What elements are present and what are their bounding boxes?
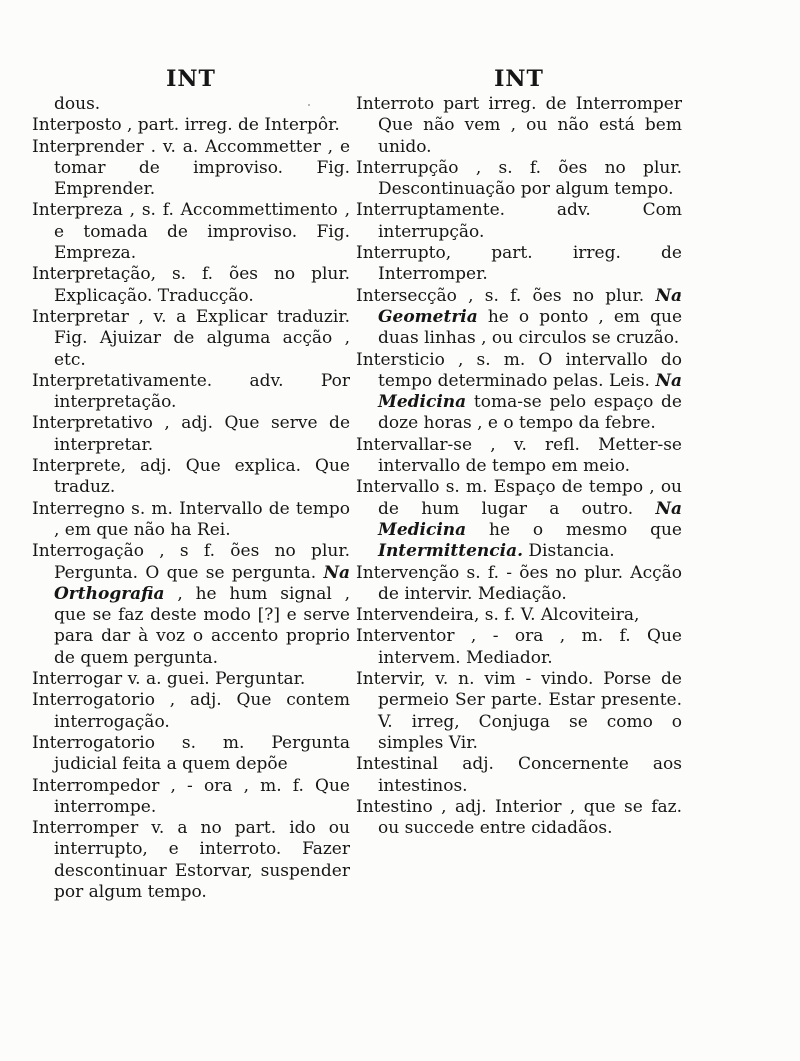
- dictionary-entry: Intersticio , s. m. O intervallo do tempo determinado pelas. Leis. Na Medicina toma-se pelo espaço de doze horas , e o tempo da febre.: [356, 349, 683, 434]
- dictionary-entry: Interposto , part. irreg. de Interpôr.: [32, 115, 340, 136]
- dictionary-entry: dous.: [54, 94, 101, 114]
- dictionary-entry: Interregno s. m. Intervallo de tempo , em que não ha Rei.: [32, 498, 350, 540]
- dictionary-entry: Interprete, adj. Que explica. Que traduz.: [32, 456, 350, 498]
- dictionary-entry: Interrogatorio s. m. Pergunta judicial feita a quem depõe: [32, 732, 350, 775]
- dictionary-entry: Interpretativo , adj. Que serve de interpretar.: [32, 413, 350, 455]
- dictionary-entry: Interpreza , s. f. Accommettimento , e tomada de improviso. Fig. Empreza.: [32, 200, 350, 264]
- left-running-head: INT: [166, 66, 216, 92]
- dictionary-entry: Intersecção , s. f. ões no plur. Na Geometria he o ponto , em que duas linhas , ou circulos se cruzão.: [356, 285, 683, 349]
- italic-phrase: Na Medicina: [378, 370, 683, 413]
- dictionary-entry: Interventor , - ora , m. f. Que intervem. Mediador.: [356, 626, 682, 668]
- left-entries: [32, 94, 350, 903]
- dictionary-entry: Intervir, v. n. vim - vindo. Porse de permeio Ser parte. Estar presente. V. irreg, Conjuga se como o simples Vir.: [356, 669, 682, 753]
- dictionary-entry: Interrogar v. a. guei. Perguntar.: [32, 669, 306, 690]
- dictionary-entry: Interpretar , v. a Explicar traduzir. Fig. Ajuizar de alguma acção , etc.: [32, 306, 350, 370]
- dictionary-entry: Interromper v. a no part. ido ou interrupto, e interroto. Fazer descontinuar Estorvar, suspender por algum tempo.: [32, 818, 350, 902]
- dictionary-entry: Interrogatorio , adj. Que contem interrogação.: [32, 690, 350, 732]
- dictionary-entry: Interroto part irreg. de Interromper Que não vem , ou não está bem unido.: [356, 94, 682, 157]
- dictionary-entry: Interrompedor , - ora , m. f. Que interrompe.: [32, 775, 350, 817]
- dictionary-entry: Interpretação, s. f. ões no plur. Explicação. Traducção.: [32, 264, 350, 306]
- dictionary-entry: Intestino , adj. Interior , que se faz. ou succede entre cidadãos.: [356, 796, 682, 839]
- dictionary-entry: Interrupto, part. irreg. de Interromper.: [356, 243, 682, 285]
- dictionary-entry: Intervenção s. f. - ões no plur. Acção de intervir. Mediação.: [356, 562, 682, 604]
- left-column: [32, 64, 350, 903]
- dictionary-entry: Intervallo s. m. Espaço de tempo , ou de hum lugar a outro. Na Medicina he o mesmo que Intermittencia. Distancia.: [356, 477, 682, 562]
- dictionary-entry: Intervendeira, s. f. V. Alcoviteira,: [356, 605, 640, 626]
- dictionary-entry: Intervallar-se , v. refl. Metter-se intervallo de tempo em meio.: [356, 434, 682, 477]
- italic-phrase: Na Geometria: [378, 285, 683, 327]
- italic-phrase: Na Orthografia: [54, 562, 351, 604]
- dictionary-entry: Interrupção , s. f. ões no plur. Descontinuação por algum tempo.: [356, 157, 682, 200]
- dictionary-entry: Interruptamente. adv. Com interrupção.: [356, 200, 682, 242]
- dictionary-entry: Interprender . v. a. Accommetter , e tomar de improviso. Fig. Emprender.: [32, 136, 350, 200]
- dictionary-entry: Intestinal adj. Concernente aos intestinos.: [356, 754, 682, 796]
- right-entries: [356, 94, 682, 839]
- dictionary-entry: Interpretativamente. adv. Por interpretação.: [32, 370, 350, 413]
- dictionary-entry: Interrogação , s f. ões no plur. Pergunta. O que se pergunta. Na Orthografia , he hum signal , que se faz deste modo [?] e serve para dar à voz o accento proprio de quem pergunta.: [32, 541, 351, 668]
- italic-phrase: Intermittencia.: [378, 541, 524, 562]
- right-column: [356, 64, 682, 839]
- italic-phrase: Na Medicina: [378, 498, 682, 540]
- right-running-head: INT: [494, 66, 544, 92]
